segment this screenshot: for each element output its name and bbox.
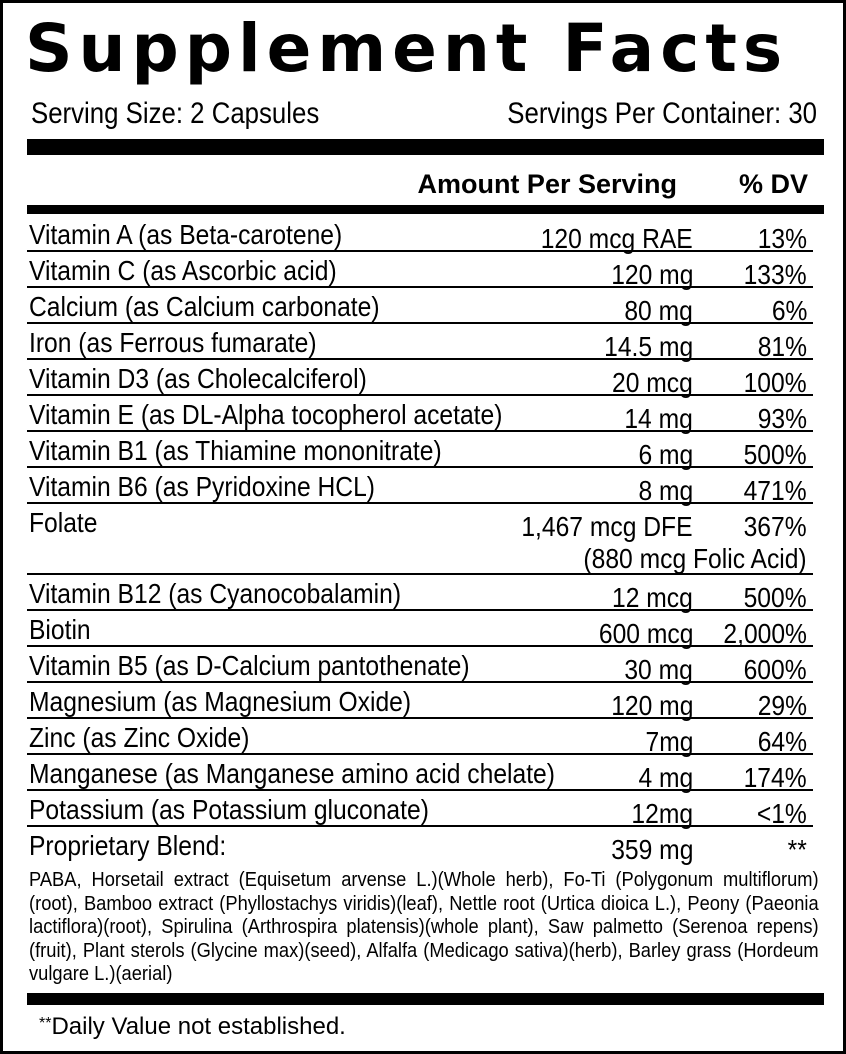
nutrient-sub: (880 mcg Folic Acid): [583, 543, 807, 574]
divider-thick-bottom: [27, 993, 824, 1005]
nutrient-amount: 120 mg: [610, 259, 693, 290]
nutrient-row: [27, 324, 813, 360]
nutrient-amount: 6 mg: [638, 439, 693, 470]
nutrient-amount: 20 mcg: [612, 367, 693, 398]
nutrient-dv: 133%: [743, 259, 807, 290]
nutrient-name: Calcium (as Calcium carbonate): [29, 291, 380, 322]
nutrient-amount: 120 mcg RAE: [540, 223, 693, 254]
nutrient-amount: 359 mg: [610, 834, 693, 865]
dv-header: % DV: [738, 169, 808, 199]
nutrient-row: [27, 288, 813, 324]
nutrient-dv: 500%: [743, 582, 807, 613]
nutrient-name: Magnesium (as Magnesium Oxide): [29, 686, 412, 717]
nutrient-amount: 12 mcg: [612, 582, 693, 613]
nutrient-dv: 29%: [757, 690, 807, 721]
nutrient-row: [27, 216, 813, 252]
footnote-stars: **: [39, 1015, 52, 1032]
nutrient-name: Folate: [29, 507, 98, 538]
serving-info: [31, 95, 817, 133]
nutrient-name: Proprietary Blend:: [29, 830, 227, 861]
nutrient-name: Biotin: [29, 614, 91, 645]
divider-thick-top: [27, 139, 824, 155]
nutrient-name: Potassium (as Potassium gluconate): [29, 794, 429, 825]
nutrient-row: [27, 360, 813, 396]
nutrient-row: [27, 468, 813, 504]
nutrient-dv: 471%: [743, 475, 807, 506]
nutrient-dv: 93%: [757, 403, 807, 434]
nutrient-name: Vitamin C (as Ascorbic acid): [29, 255, 337, 286]
footnote-text: Daily Value not established.: [51, 1013, 346, 1040]
footnote: [39, 1013, 346, 1041]
nutrient-name: Iron (as Ferrous fumarate): [29, 327, 317, 358]
nutrient-row: [27, 252, 813, 288]
nutrient-row: [27, 683, 813, 719]
nutrient-dv: 64%: [757, 726, 807, 757]
blend-ingredients: PABA, Horsetail extract (Equisetum arvense L.)(Whole herb), Fo-Ti (Polygonum multiflorum)(root), Bamboo extract (Phyllostachys viridis)(leaf), Nettle root (Urtica dioica L.), Peony (Paeonia lactiflora)(root), Spirulina (Arthrospira platensis)(whole plant), Saw palmetto (Serenoa repens)(fruit), Plant sterols (Glycine max)(seed), Alfalfa (Medicago sativa)(herb), Barley grass (Hordeum vulgare L.)(aerial): [29, 869, 819, 985]
nutrient-dv: **: [787, 834, 807, 865]
nutrient-amount: 7mg: [645, 726, 693, 757]
nutrient-dv: 6%: [771, 295, 807, 326]
nutrient-row: [27, 647, 813, 683]
nutrient-name: Zinc (as Zinc Oxide): [29, 722, 250, 753]
nutrient-amount: 14 mg: [624, 403, 693, 434]
nutrient-dv: 100%: [743, 367, 807, 398]
nutrient-name: Vitamin A (as Beta-carotene): [29, 219, 343, 250]
nutrient-row: [27, 396, 813, 432]
nutrient-amount: 600 mcg: [598, 618, 693, 649]
servings-per-container: Servings Per Container: 30: [507, 97, 818, 130]
nutrient-dv: 13%: [757, 223, 807, 254]
nutrient-amount: 14.5 mg: [603, 331, 693, 362]
nutrient-name: Vitamin E (as DL-Alpha tocopherol acetate): [29, 399, 503, 430]
nutrient-dv: 2,000%: [723, 618, 807, 649]
nutrient-name: Vitamin B1 (as Thiamine mononitrate): [29, 435, 442, 466]
nutrient-row: [27, 504, 813, 575]
nutrient-row: [27, 432, 813, 468]
nutrient-name: Vitamin B5 (as D-Calcium pantothenate): [29, 650, 470, 681]
serving-size: Serving Size: 2 Capsules: [31, 97, 320, 130]
nutrient-amount: 1,467 mcg DFE: [521, 511, 693, 542]
nutrient-dv: <1%: [756, 798, 807, 829]
amount-header: Amount Per Serving: [417, 169, 677, 199]
nutrient-dv: 367%: [743, 511, 807, 542]
panel-title: Supplement Facts: [25, 10, 789, 87]
nutrient-row: [27, 827, 813, 863]
nutrient-name: Vitamin D3 (as Cholecalciferol): [29, 363, 367, 394]
divider-medium: [27, 205, 824, 214]
nutrient-dv: 600%: [743, 654, 807, 685]
nutrient-name: Manganese (as Manganese amino acid chelate): [29, 758, 555, 789]
nutrient-row: [27, 791, 813, 827]
nutrient-dv: 81%: [757, 331, 807, 362]
nutrient-row: [27, 719, 813, 755]
nutrient-name: Vitamin B12 (as Cyanocobalamin): [29, 578, 402, 609]
nutrient-row: [27, 575, 813, 611]
nutrient-amount: 30 mg: [624, 654, 693, 685]
nutrient-amount: 8 mg: [638, 475, 693, 506]
nutrient-dv: 500%: [743, 439, 807, 470]
column-header: [27, 161, 824, 205]
nutrient-row: [27, 755, 813, 791]
nutrient-amount: 4 mg: [638, 762, 693, 793]
nutrient-row: [27, 611, 813, 647]
nutrient-amount: 12mg: [631, 798, 693, 829]
nutrient-list: [27, 216, 813, 863]
nutrient-name: Vitamin B6 (as Pyridoxine HCL): [29, 471, 376, 502]
nutrient-amount: 120 mg: [610, 690, 693, 721]
nutrient-amount: 80 mg: [624, 295, 693, 326]
nutrient-dv: 174%: [743, 762, 807, 793]
